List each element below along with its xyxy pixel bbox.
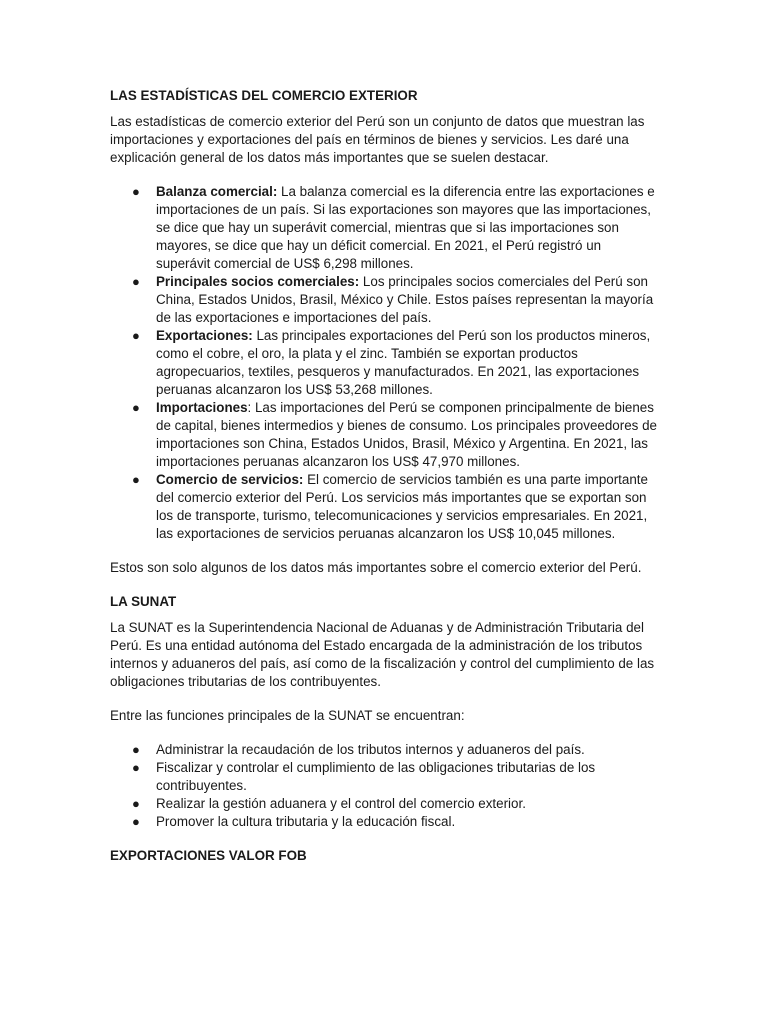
sunat-bullet-list [110,741,658,831]
section-title-exportaciones: EXPORTACIONES VALOR FOB [110,848,307,863]
list-item-text: La balanza comercial es la diferencia entre las exportaciones e importaciones de un país. Si las exportaciones son mayores que las importaciones, se dice que hay un superávit comercial, mientras que si las importaciones son mayores, se dice que hay un déficit comercial. En 2021, el Perú registró un superávit comercial de US$ 6,298 millones. [156,184,655,271]
comercio-closing-paragraph: Estos son solo algunos de los datos más importantes sobre el comercio exterior del Perú. [110,560,642,575]
list-item-term: Exportaciones: [156,328,253,343]
list-item [110,327,658,399]
bullet-icon: ● [132,472,140,487]
sunat-lead-paragraph: Entre las funciones principales de la SUNAT se encuentran: [110,708,465,723]
list-item-text: El comercio de servicios también es una parte importante del comercio exterior del Perú. Los servicios más importantes que se exportan son los de transporte, turismo, telecomunicaciones y servicios empresariales. En 2021, las exportaciones de servicios peruanas alcanzaron los US$ 10,045 millones. [156,472,648,541]
list-item-text: Administrar la recaudación de los tributos internos y aduaneros del país. [156,742,585,757]
bullet-icon: ● [132,400,140,415]
list-item [110,183,658,273]
bullet-icon: ● [132,184,140,199]
section-title-comercio: LAS ESTADÍSTICAS DEL COMERCIO EXTERIOR [110,88,418,103]
sunat-intro-paragraph: La SUNAT es la Superintendencia Nacional de Aduanas y de Administración Tributaria del Perú. Es una entidad autónoma del Estado encargada de la administración de los tributos internos y aduaneros del país, así como de la fiscalización y control del cumplimiento de las obligaciones tributarias de los contribuyentes. [110,620,655,689]
list-item [110,813,658,831]
list-item [110,471,658,543]
comercio-bullet-list [110,183,658,543]
list-item-term: Balanza comercial: [156,184,278,199]
list-item [110,399,658,471]
bullet-icon: ● [132,328,140,343]
list-item [110,741,658,759]
bullet-icon: ● [132,742,140,757]
document-page [110,87,658,865]
bullet-icon: ● [132,814,140,829]
list-item-text: Fiscalizar y controlar el cumplimiento de las obligaciones tributarias de los contribuyentes. [156,760,596,793]
list-item [110,795,658,813]
list-item [110,273,658,327]
list-item-text: : Las importaciones del Perú se componen principalmente de bienes de capital, bienes intermedios y bienes de consumo. Los principales proveedores de importaciones son China, Estados Unidos, Brasil, México y Argentina. En 2021, las importaciones peruanas alcanzaron los US$ 47,970 millones. [156,400,657,469]
list-item-term: Principales socios comerciales: [156,274,360,289]
section-title-sunat: LA SUNAT [110,594,177,609]
list-item-term: Comercio de servicios: [156,472,304,487]
list-item-text: Las principales exportaciones del Perú son los productos mineros, como el cobre, el oro, la plata y el zinc. También se exportan productos agropecuarios, textiles, pesqueros y manufacturados. En 2021, las exportaciones peruanas alcanzaron los US$ 53,268 millones. [156,328,651,397]
list-item [110,759,658,795]
bullet-icon: ● [132,796,140,811]
list-item-term: Importaciones [156,400,248,415]
list-item-text: Los principales socios comerciales del Perú son China, Estados Unidos, Brasil, México y Chile. Estos países representan la mayoría de las exportaciones e importaciones del país. [156,274,654,325]
comercio-intro-paragraph: Las estadísticas de comercio exterior del Perú son un conjunto de datos que muestran las importaciones y exportaciones del país en términos de bienes y servicios. Les daré una explicación general de los datos más importantes que se suelen destacar. [110,114,645,165]
list-item-text: Realizar la gestión aduanera y el control del comercio exterior. [156,796,526,811]
bullet-icon: ● [132,760,140,775]
list-item-text: Promover la cultura tributaria y la educación fiscal. [156,814,456,829]
bullet-icon: ● [132,274,140,289]
